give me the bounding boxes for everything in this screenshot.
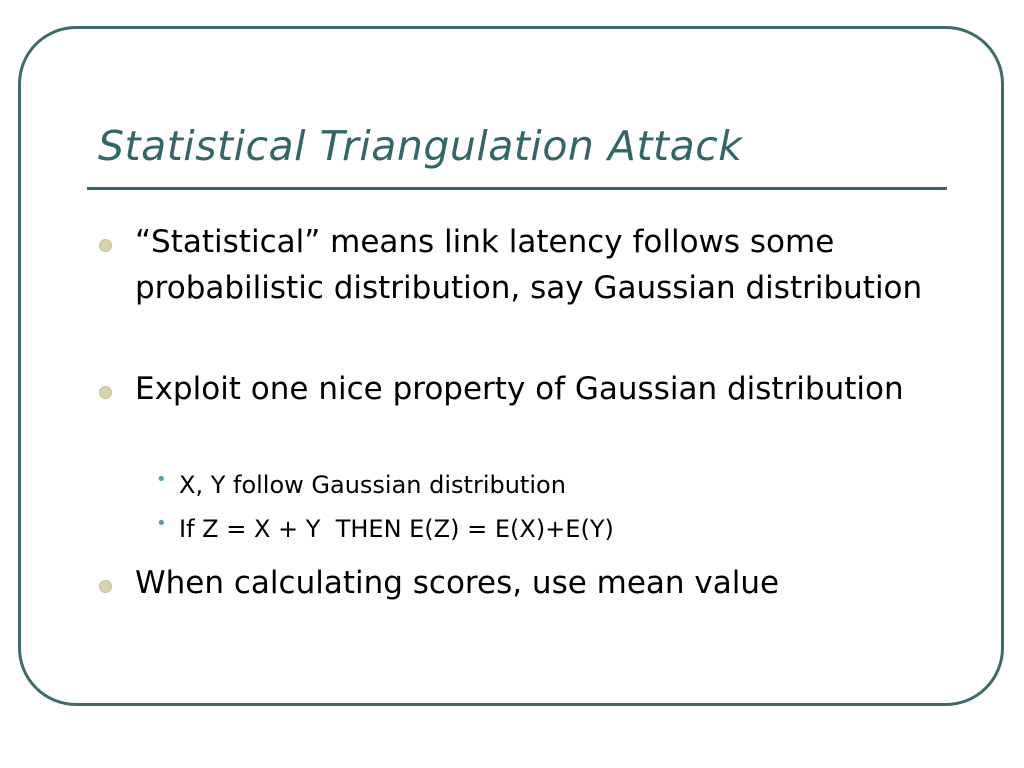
bullet-dot-icon bbox=[99, 386, 112, 399]
bullet-item-2: Exploit one nice property of Gaussian distribution bbox=[135, 371, 904, 407]
bullet-dot-icon bbox=[99, 580, 112, 593]
sub-bullet-item-1: X, Y follow Gaussian distribution bbox=[179, 471, 566, 499]
sub-bullet-dot-icon: • bbox=[156, 469, 167, 490]
sub-bullet-item-2: If Z = X + Y THEN E(Z) = E(X)+E(Y) bbox=[179, 515, 614, 543]
bullet-item-3: When calculating scores, use mean value bbox=[135, 565, 780, 601]
bullet-item-1: “Statistical” means link latency follows some probabilistic distribution, say Gaussian distribution bbox=[135, 224, 923, 306]
bullet-dot-icon bbox=[99, 239, 112, 252]
slide-title: Statistical Triangulation Attack bbox=[98, 122, 743, 170]
sub-bullet-dot-icon: • bbox=[156, 513, 167, 534]
